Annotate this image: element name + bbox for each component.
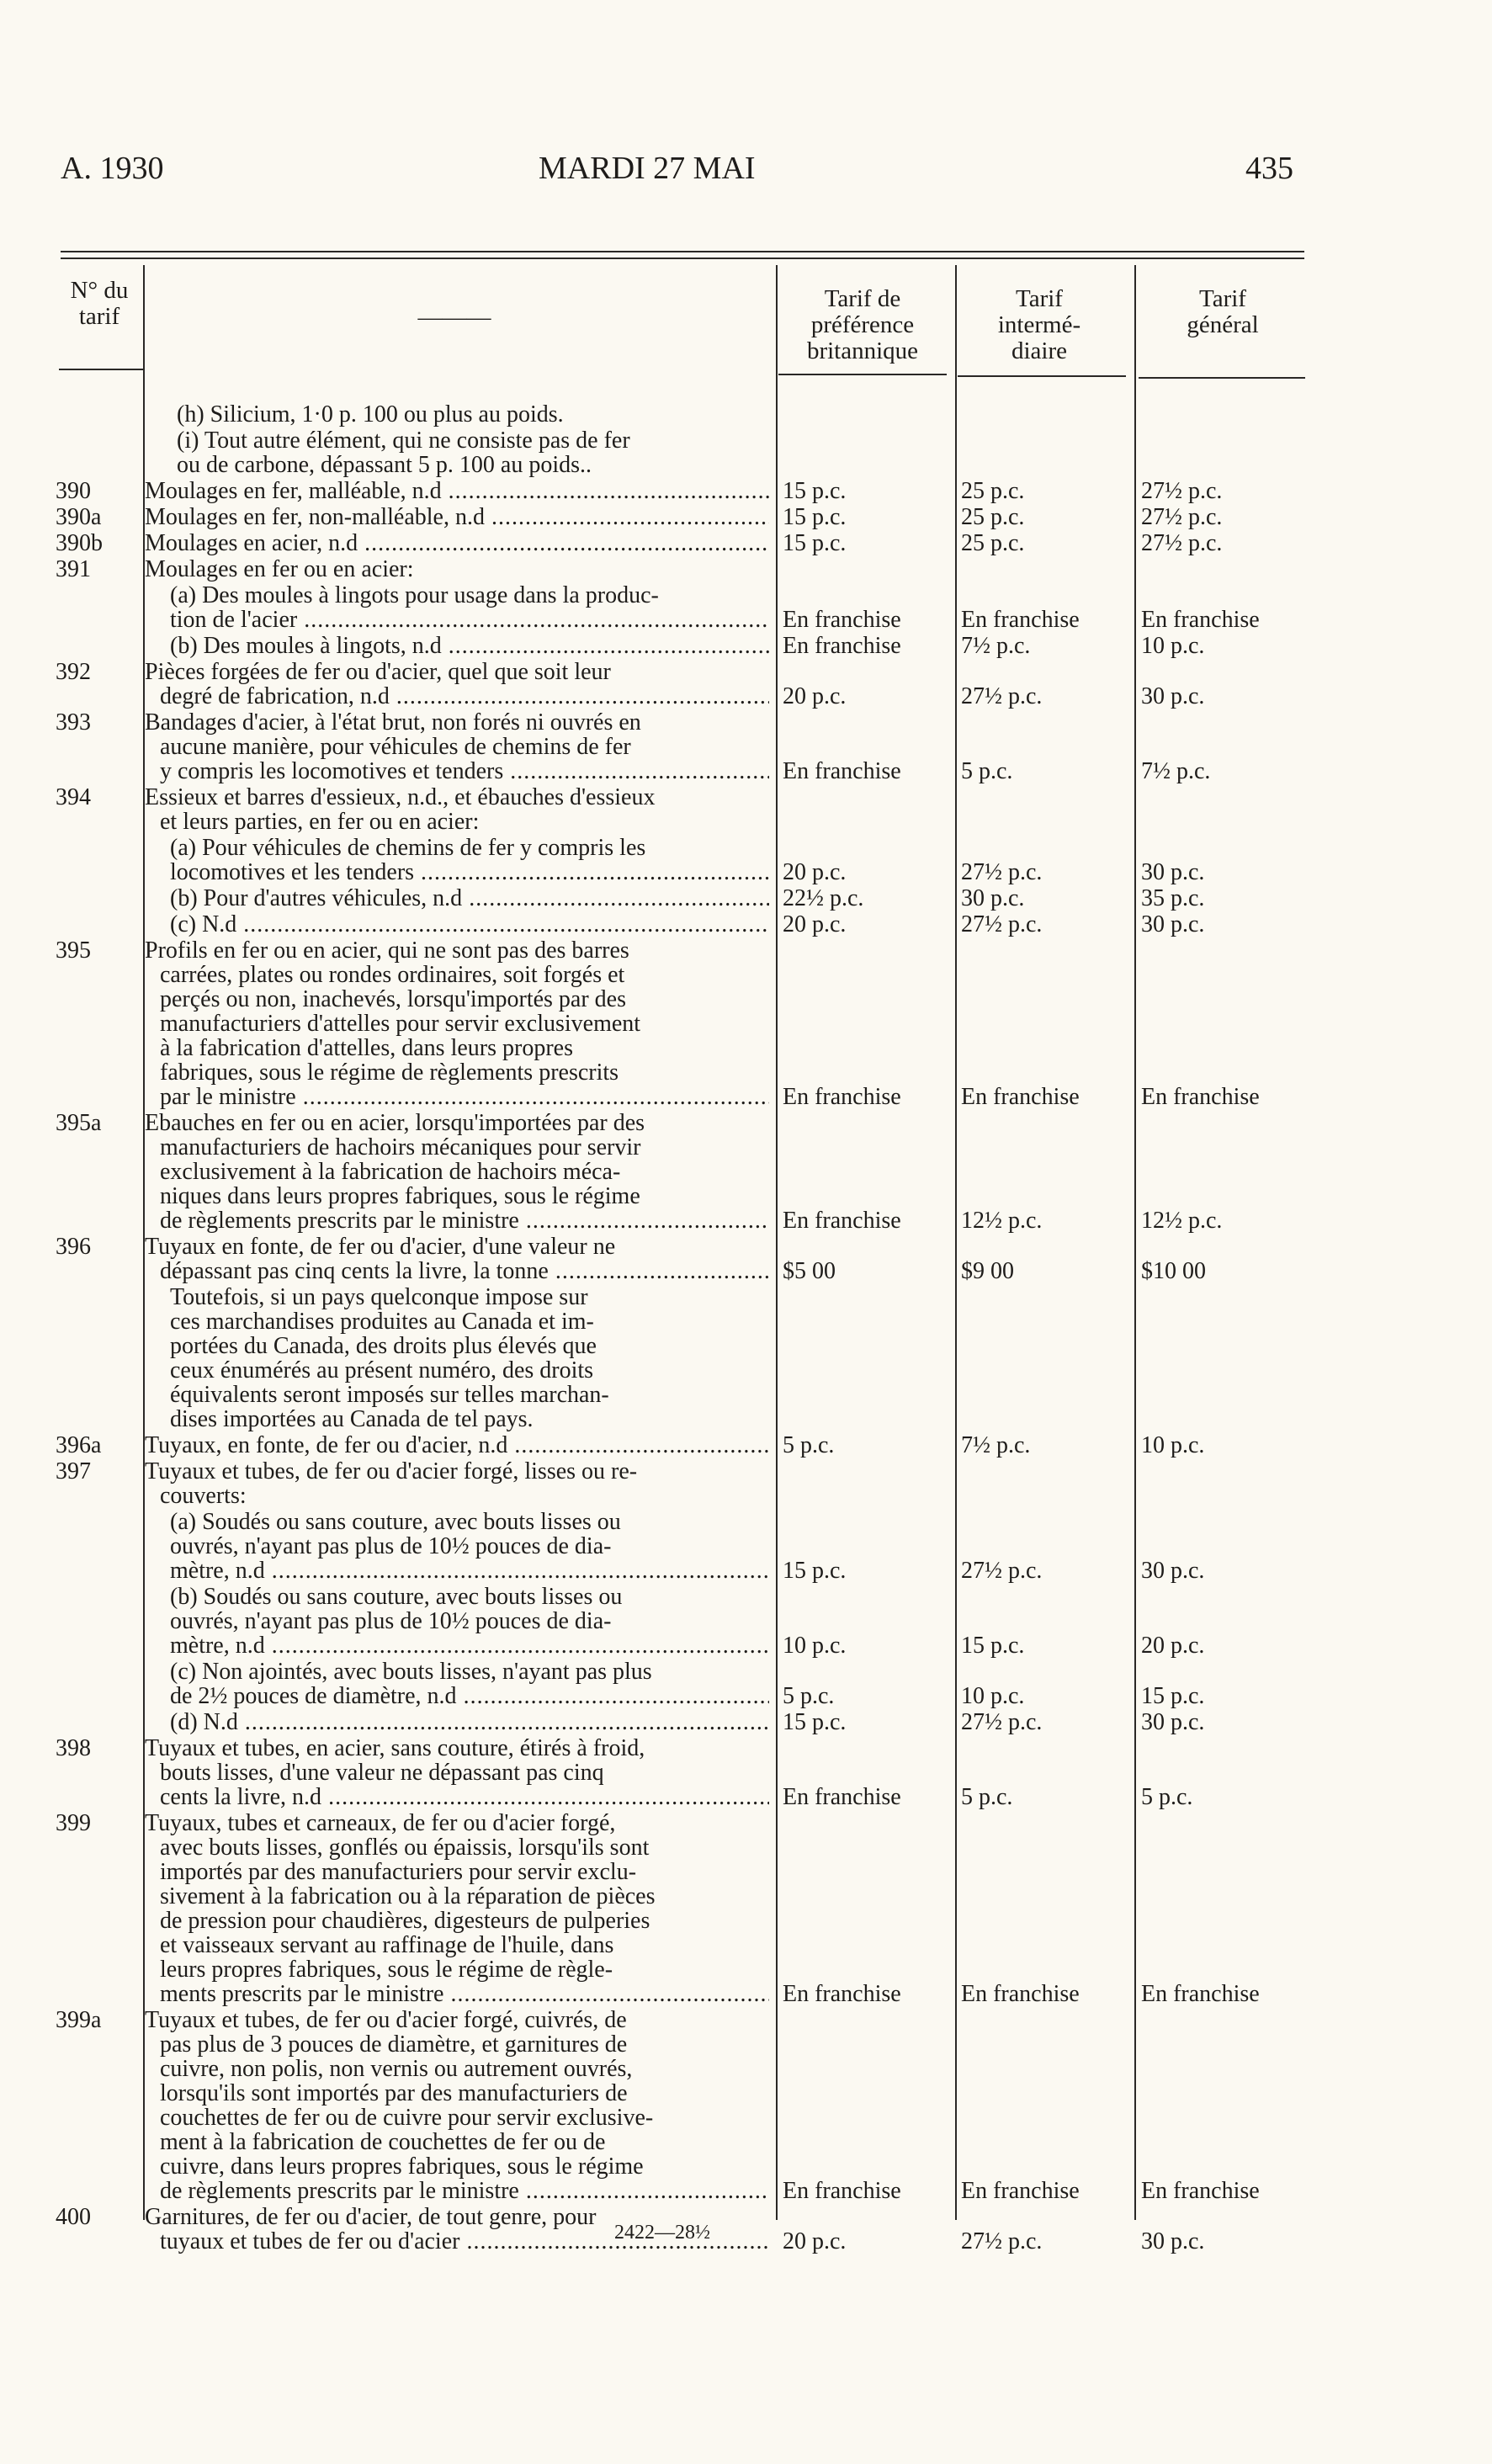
description-line: dépassant pas cinq cents la livre, la tonne ..... (145, 1259, 769, 1283)
description-line: (b) Soudés ou sans couture, avec bouts lisses ou (170, 1585, 623, 1609)
rate-general: 30 p.c. (1141, 2228, 1205, 2254)
rate-preferential: En franchise (783, 1208, 901, 1234)
description-line: Tuyaux et tubes, de fer ou d'acier forgé, lisses ou re- (145, 1459, 638, 1484)
description-line: ouvrés, n'ayant pas plus de 10½ pouces de dia- (170, 1609, 612, 1633)
header-underline-inter (958, 375, 1126, 377)
rate-preferential: 5 p.c. (783, 1432, 835, 1458)
tariff-description (145, 428, 769, 477)
tariff-description (145, 402, 769, 427)
description-line: (a) Pour véhicules de chemins de fer y compris les (170, 836, 646, 860)
tariff-number: 392 (56, 659, 91, 685)
description-line: y compris les locomotives et tenders ..... (145, 759, 769, 783)
rate-general: 27½ p.c. (1141, 530, 1223, 556)
rate-preferential: $5 00 (783, 1258, 836, 1284)
rate-general: En franchise (1141, 1084, 1260, 1110)
rate-general: 15 p.c. (1141, 1683, 1205, 1709)
description-line: ou de carbone, dépassant 5 p. 100 au poids.. (177, 453, 592, 477)
tariff-description (145, 2008, 769, 2203)
description-line: fabriques, sous le régime de règlements prescrits (160, 1060, 619, 1085)
rate-general: 30 p.c. (1141, 911, 1205, 937)
tariff-description (145, 1736, 769, 1809)
page-title: MARDI 27 MAI (539, 151, 756, 186)
description-line: ces marchandises produites au Canada et im- (170, 1309, 594, 1334)
rate-general: 35 p.c. (1141, 885, 1205, 911)
description-line: carrées, plates ou rondes ordinaires, soit forgés et (160, 963, 625, 987)
description-line: manufacturiers de hachoirs mécaniques pour servir (160, 1135, 641, 1160)
rate-intermediate: 27½ p.c. (961, 911, 1043, 937)
rate-preferential: En franchise (783, 607, 901, 633)
tariff-description (145, 938, 769, 1109)
col-header-num: N° du tarif (70, 277, 129, 330)
column-divider-4 (1134, 265, 1136, 2220)
tariff-description (145, 1459, 769, 1508)
rate-intermediate: 25 p.c. (961, 530, 1025, 556)
tariff-description (145, 785, 769, 834)
description-line: cents la livre, n.d ..... (145, 1785, 769, 1809)
rate-intermediate: En franchise (961, 1981, 1080, 2007)
tariff-description (145, 660, 769, 709)
rate-preferential: 20 p.c. (783, 859, 847, 885)
tariff-number: 399 (56, 1810, 91, 1836)
description-line: et vaisseaux servant au raffinage de l'huile, dans (160, 1933, 614, 1957)
tariff-description (145, 531, 769, 555)
description-line: (c) Non ajointés, avec bouts lisses, n'ayant pas plus (170, 1659, 652, 1684)
description-line: et leurs parties, en fer ou en acier: (160, 810, 480, 834)
tariff-number: 398 (56, 1735, 91, 1761)
header-underline-gen (1139, 377, 1305, 379)
rate-preferential: 22½ p.c. (783, 885, 864, 911)
rate-intermediate: 27½ p.c. (961, 2228, 1043, 2254)
description-line: Garnitures, de fer ou d'acier, de tout genre, pour (145, 2205, 597, 2229)
rate-intermediate: En franchise (961, 1084, 1080, 1110)
rate-general: 12½ p.c. (1141, 1208, 1223, 1234)
description-line: tuyaux et tubes de fer ou d'acier ..... (145, 2229, 769, 2254)
rate-intermediate: 27½ p.c. (961, 1558, 1043, 1584)
rate-intermediate: 7½ p.c. (961, 1432, 1031, 1458)
rate-general: 7½ p.c. (1141, 758, 1211, 784)
description-line: de 2½ pouces de diamètre, n.d ..... (170, 1684, 769, 1708)
page-footer: 2422—28½ (614, 2222, 710, 2244)
tariff-description (145, 634, 769, 658)
rate-general: 30 p.c. (1141, 1709, 1205, 1735)
page-number: 435 (1245, 151, 1293, 186)
rate-intermediate: 25 p.c. (961, 478, 1025, 504)
description-line: Tuyaux en fonte, de fer ou d'acier, d'une valeur ne (145, 1235, 616, 1259)
rate-intermediate: 5 p.c. (961, 1784, 1013, 1810)
description-line: de règlements prescrits par le ministre ..... (145, 1208, 769, 1233)
rate-preferential: En franchise (783, 633, 901, 659)
tariff-description (145, 1285, 769, 1431)
tariff-number: 396a (56, 1432, 102, 1458)
rate-intermediate: 7½ p.c. (961, 633, 1031, 659)
description-line: Moulages en fer, non-malléable, n.d ..... (145, 505, 769, 529)
rate-intermediate: En franchise (961, 607, 1080, 633)
description-line: importés par des manufacturiers pour servir exclu- (160, 1860, 637, 1884)
rate-general: 30 p.c. (1141, 859, 1205, 885)
description-line: de règlements prescrits par le ministre ..... (145, 2179, 769, 2203)
description-line: tion de l'acier ..... (170, 608, 769, 632)
rate-intermediate: 27½ p.c. (961, 1709, 1043, 1735)
rate-preferential: 15 p.c. (783, 478, 847, 504)
tariff-number: 390b (56, 530, 103, 556)
description-line: Tuyaux et tubes, en acier, sans couture, étirés à froid, (145, 1736, 645, 1760)
tariff-number: 393 (56, 709, 91, 735)
description-line: par le ministre ..... (145, 1085, 769, 1109)
rate-general: 30 p.c. (1141, 683, 1205, 709)
rate-preferential: 10 p.c. (783, 1633, 847, 1659)
description-line: Ebauches en fer ou en acier, lorsqu'importées par des (145, 1111, 645, 1135)
tariff-description (145, 583, 769, 632)
rate-general: En franchise (1141, 607, 1260, 633)
rate-general: En franchise (1141, 1981, 1260, 2007)
rate-preferential: En franchise (783, 2178, 901, 2204)
description-line: Tuyaux, en fonte, de fer ou d'acier, n.d ..... (145, 1433, 769, 1458)
description-line: lorsqu'ils sont importés par des manufacturiers de (160, 2081, 628, 2106)
tariff-number: 400 (56, 2204, 91, 2230)
tariff-number: 390a (56, 504, 102, 530)
description-line: de pression pour chaudières, digesteurs de pulperies (160, 1909, 650, 1933)
description-line: degré de fabrication, n.d ..... (145, 684, 769, 709)
rate-general: 27½ p.c. (1141, 478, 1223, 504)
col-header-pref: Tarif de préférence britannique (806, 285, 919, 364)
rate-general: 10 p.c. (1141, 633, 1205, 659)
header-underline-num (59, 369, 143, 370)
description-line: perçés ou non, inachevés, lorsqu'importés par des (160, 987, 626, 1012)
description-line: locomotives et les tenders ..... (170, 860, 769, 884)
header-underline-pref (778, 374, 947, 375)
tariff-description (145, 912, 769, 937)
running-head-left: A. 1930 (61, 151, 164, 186)
col-header-inter: Tarif intermé- diaire (997, 285, 1081, 364)
rate-intermediate: 10 p.c. (961, 1683, 1025, 1709)
description-line: (b) Pour d'autres véhicules, n.d ..... (170, 886, 769, 911)
rate-preferential: 20 p.c. (783, 683, 847, 709)
rate-general: $10 00 (1141, 1258, 1206, 1284)
rate-preferential: En franchise (783, 1981, 901, 2007)
description-line: avec bouts lisses, gonflés ou épaissis, lorsqu'ils sont (160, 1835, 650, 1860)
description-line: ceux énumérés au présent numéro, des droits (170, 1358, 594, 1383)
description-line: (b) Des moules à lingots, n.d ..... (170, 634, 769, 658)
description-line: Bandages d'acier, à l'état brut, non forés ni ouvrés en (145, 710, 641, 735)
tariff-description (145, 1235, 769, 1283)
description-line: mètre, n.d ..... (170, 1633, 769, 1658)
rate-general: 27½ p.c. (1141, 504, 1223, 530)
description-line: ment à la fabrication de couchettes de fer ou de (160, 2130, 606, 2154)
description-line: exclusivement à la fabrication de hachoirs méca- (160, 1160, 621, 1184)
description-line: (a) Des moules à lingots pour usage dans la produc- (170, 583, 659, 608)
tariff-number: 391 (56, 556, 91, 582)
rate-preferential: 20 p.c. (783, 911, 847, 937)
description-line: cuivre, non polis, non vernis ou autrement ouvrés, (160, 2057, 633, 2081)
description-line: Moulages en fer ou en acier: (145, 557, 414, 581)
tariff-number: 395 (56, 937, 91, 964)
description-line: manufacturiers d'attelles pour servir exclusivement (160, 1012, 641, 1036)
description-line: (d) N.d ..... (170, 1710, 769, 1734)
tariff-description (145, 1710, 769, 1734)
description-line: Toutefois, si un pays quelconque impose sur (170, 1285, 588, 1309)
rate-intermediate: $9 00 (961, 1258, 1014, 1284)
description-line: sivement à la fabrication ou à la réparation de pièces (160, 1884, 656, 1909)
tariff-description (145, 1811, 769, 2006)
tariff-number: 395a (56, 1110, 102, 1136)
description-line: portées du Canada, des droits plus élevés que (170, 1334, 597, 1358)
tariff-description (145, 1510, 769, 1583)
description-line: ments prescrits par le ministre ..... (145, 1982, 769, 2006)
description-line: couchettes de fer ou de cuivre pour servir exclusive- (160, 2106, 654, 2130)
tariff-description (145, 1659, 769, 1708)
rate-general: En franchise (1141, 2178, 1260, 2204)
tariff-description (145, 1433, 769, 1458)
tariff-description (145, 505, 769, 529)
col-header-desc: ——— (417, 304, 491, 331)
rate-general: 30 p.c. (1141, 1558, 1205, 1584)
tariff-description (145, 557, 769, 581)
rate-preferential: En franchise (783, 1784, 901, 1810)
tariff-number: 390 (56, 478, 91, 504)
description-line: à la fabrication d'attelles, dans leurs propres (160, 1036, 573, 1060)
rate-intermediate: 27½ p.c. (961, 683, 1043, 709)
description-line: (c) N.d ..... (170, 912, 769, 937)
tariff-description (145, 710, 769, 783)
rate-intermediate: 12½ p.c. (961, 1208, 1043, 1234)
rate-preferential: En franchise (783, 1084, 901, 1110)
rate-general: 5 p.c. (1141, 1784, 1193, 1810)
rate-intermediate: 25 p.c. (961, 504, 1025, 530)
rate-preferential: En franchise (783, 758, 901, 784)
rate-preferential: 15 p.c. (783, 504, 847, 530)
top-rule (61, 251, 1304, 252)
tariff-number: 397 (56, 1458, 91, 1484)
description-line: ouvrés, n'ayant pas plus de 10½ pouces de dia- (170, 1534, 612, 1559)
description-line: (a) Soudés ou sans couture, avec bouts lisses ou (170, 1510, 621, 1534)
rate-intermediate: 5 p.c. (961, 758, 1013, 784)
column-divider-3 (955, 265, 957, 2220)
tariff-number: 396 (56, 1234, 91, 1260)
tariff-description (145, 1111, 769, 1233)
tariff-description (145, 479, 769, 503)
description-line: Tuyaux, tubes et carneaux, de fer ou d'acier forgé, (145, 1811, 616, 1835)
description-line: équivalents seront imposés sur telles marchan- (170, 1383, 609, 1407)
rate-general: 10 p.c. (1141, 1432, 1205, 1458)
description-line: aucune manière, pour véhicules de chemins de fer (160, 735, 631, 759)
rate-preferential: 15 p.c. (783, 1709, 847, 1735)
rate-preferential: 15 p.c. (783, 1558, 847, 1584)
description-line: (i) Tout autre élément, qui ne consiste pas de fer (177, 428, 630, 453)
tariff-description (145, 836, 769, 884)
description-line: Tuyaux et tubes, de fer ou d'acier forgé, cuivrés, de (145, 2008, 627, 2032)
description-line: niques dans leurs propres fabriques, sous le régime (160, 1184, 640, 1208)
tariff-number: 394 (56, 784, 91, 810)
description-line: leurs propres fabriques, sous le régime de règle- (160, 1957, 613, 1982)
description-line: Pièces forgées de fer ou d'acier, quel que soit leur (145, 660, 611, 684)
description-line: dises importées au Canada de tel pays. (170, 1407, 534, 1431)
tariff-description (145, 1585, 769, 1658)
rate-preferential: 15 p.c. (783, 530, 847, 556)
description-line: Profils en fer ou en acier, qui ne sont pas des barres (145, 938, 629, 963)
rate-intermediate: 15 p.c. (961, 1633, 1025, 1659)
description-line: Moulages en fer, malléable, n.d ..... (145, 479, 769, 503)
description-line: Essieux et barres d'essieux, n.d., et ébauches d'essieux (145, 785, 656, 810)
tariff-number: 399a (56, 2007, 102, 2033)
rate-intermediate: 27½ p.c. (961, 859, 1043, 885)
col-header-gen: Tarif général (1187, 285, 1259, 338)
description-line: mètre, n.d ..... (170, 1559, 769, 1583)
rate-preferential: 20 p.c. (783, 2228, 847, 2254)
description-line: Moulages en acier, n.d ..... (145, 531, 769, 555)
rate-intermediate: 30 p.c. (961, 885, 1025, 911)
description-line: bouts lisses, d'une valeur ne dépassant pas cinq (160, 1760, 604, 1785)
rate-preferential: 5 p.c. (783, 1683, 835, 1709)
top-rule-2 (61, 258, 1304, 259)
description-line: cuivre, dans leurs propres fabriques, sous le régime (160, 2154, 644, 2179)
column-divider-2 (776, 265, 778, 2220)
description-line: pas plus de 3 pouces de diamètre, et garnitures de (160, 2032, 628, 2057)
rate-intermediate: En franchise (961, 2178, 1080, 2204)
description-line: (h) Silicium, 1·0 p. 100 ou plus au poids. (177, 402, 564, 427)
rate-general: 20 p.c. (1141, 1633, 1205, 1659)
description-line: couverts: (160, 1484, 247, 1508)
tariff-description (145, 886, 769, 911)
